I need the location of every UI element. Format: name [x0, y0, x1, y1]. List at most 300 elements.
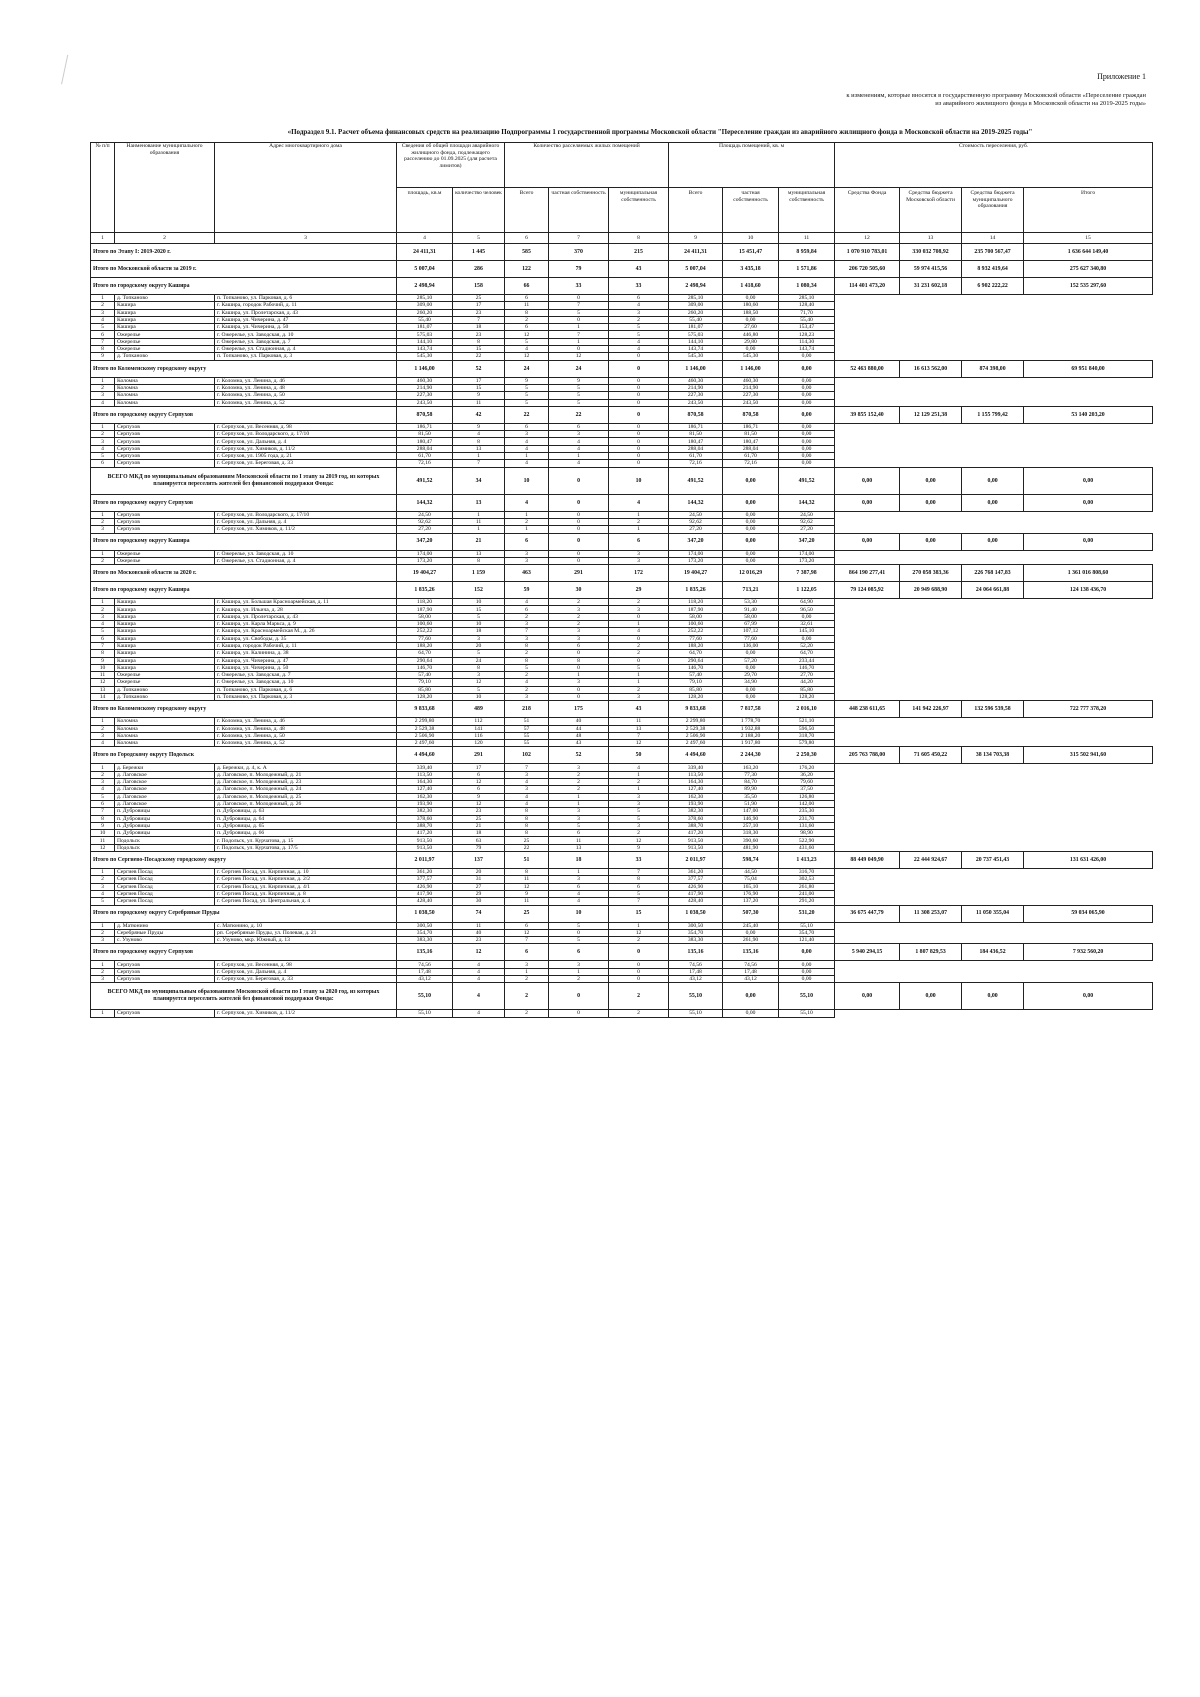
table-cell: д. Топканово	[115, 295, 215, 302]
subtotal-cell: 4	[505, 494, 549, 511]
table-cell: 40	[453, 929, 505, 936]
subtotal-cell: 21	[453, 533, 505, 550]
subtotal-cell: 370	[549, 244, 609, 261]
table-row	[91, 686, 1153, 693]
subtotal-label: Итого по Коломенскому городскому округу	[91, 360, 397, 377]
table-cell: 43,12	[397, 976, 453, 983]
table-cell: 64,90	[779, 599, 835, 606]
table-cell: 0,00	[779, 453, 835, 460]
table-cell: Серпухов	[115, 961, 215, 968]
table-cell: 4	[505, 438, 549, 445]
table-cell: Серпухов	[115, 526, 215, 533]
subtotal-label: ВСЕГО МКД по муниципальным образованиям Московской области по I этапу за 2019 год, из которых планируется переселить жителей без финансовой поддержки Фонда:	[91, 467, 397, 494]
table-cell: 72,16	[397, 460, 453, 467]
table-cell: 6	[91, 800, 115, 807]
table-cell: г. Серпухов, ул. Береговая, д. 33	[215, 460, 397, 467]
table-cell: 0	[609, 460, 669, 467]
column-index: 7	[549, 233, 609, 244]
empty-cost-cell	[835, 445, 1153, 452]
table-row	[91, 830, 1153, 837]
table-cell: 361,20	[669, 869, 723, 876]
table-cell: Кашира	[115, 599, 215, 606]
subtotal-cell: 66	[505, 278, 549, 295]
column-index: 8	[609, 233, 669, 244]
subtotal-cell: 36 675 447,79	[835, 905, 900, 922]
table-cell: 11	[453, 399, 505, 406]
subtotal-cell: 347,20	[669, 533, 723, 550]
table-cell: 8	[453, 338, 505, 345]
table-cell: 0,00	[723, 664, 779, 671]
subtotal-cell: 0	[549, 533, 609, 550]
subtotal-row	[91, 533, 1153, 550]
table-cell: 5	[505, 384, 549, 391]
table-cell: 0	[549, 929, 609, 936]
table-cell: 6	[505, 922, 549, 929]
table-cell: 27	[453, 883, 505, 890]
table-cell: 0,00	[723, 295, 779, 302]
table-cell: 214,90	[723, 384, 779, 391]
table-row	[91, 511, 1153, 518]
table-row	[91, 628, 1153, 635]
table-cell: г. Кашира, ул. Карла Маркса, д. 9	[215, 621, 397, 628]
table-cell: 388,70	[397, 822, 453, 829]
subtotal-cell: 1 080,34	[779, 278, 835, 295]
table-cell: 579,80	[779, 740, 835, 747]
table-cell: д. Матюнино	[115, 922, 215, 929]
subtotal-cell: 131 631 426,00	[1024, 852, 1153, 869]
table-cell: 0	[549, 526, 609, 533]
table-cell: 81,50	[669, 431, 723, 438]
table-cell: г. Кашира, городок Рабочий, д. 11	[215, 302, 397, 309]
table-cell: 1	[453, 453, 505, 460]
subtotal-cell: 34	[453, 467, 505, 494]
table-cell: п. Дубровицы, д. 65	[215, 822, 397, 829]
subtotal-cell: 1 361 016 808,60	[1024, 565, 1153, 582]
table-cell: 9	[505, 890, 549, 897]
table-row	[91, 346, 1153, 353]
table-cell: г. Коломна, ул. Ленина, д. 52	[215, 399, 397, 406]
subtotal-label: Итого по Коломенскому городскому округу	[91, 701, 397, 718]
table-cell: 291,20	[779, 898, 835, 905]
subtotal-cell: 0	[609, 406, 669, 423]
empty-cost-cell	[835, 869, 1153, 876]
table-cell: 9	[91, 353, 115, 360]
table-cell: 187,90	[669, 606, 723, 613]
table-cell: 261,80	[779, 883, 835, 890]
table-cell: 25	[505, 837, 549, 844]
subtotal-cell: 286	[453, 261, 505, 278]
subtotal-cell: 5 007,04	[397, 261, 453, 278]
empty-cost-cell	[835, 837, 1153, 844]
table-cell: 0	[549, 346, 609, 353]
table-cell: п. Топканово, ул. Парковая, д. 6	[215, 295, 397, 302]
table-cell: г. Сергиев Посад, ул. Кирпичная, д. 10	[215, 869, 397, 876]
subtotal-cell: 1 636 644 149,40	[1024, 244, 1153, 261]
table-cell: 2	[505, 613, 549, 620]
table-cell: 8	[505, 642, 549, 649]
table-cell: Серпухов	[115, 968, 215, 975]
table-cell: 300,50	[397, 922, 453, 929]
table-cell: 243,50	[669, 399, 723, 406]
table-cell: 8	[505, 869, 549, 876]
table-cell: д. Лаговское, п. Молодежный, д. 23	[215, 779, 397, 786]
subtotal-cell: 215	[609, 244, 669, 261]
column-index: 13	[900, 233, 962, 244]
table-cell: 4	[453, 1010, 505, 1017]
empty-cost-cell	[835, 800, 1153, 807]
subtotal-cell: 6	[609, 533, 669, 550]
subtotal-cell: 10	[549, 905, 609, 922]
column-index: 4	[397, 233, 453, 244]
subtotal-cell: 0,00	[962, 494, 1024, 511]
table-cell: 85,80	[669, 686, 723, 693]
table-cell: 55,10	[397, 1010, 453, 1017]
table-cell: 163,20	[723, 764, 779, 771]
table-row	[91, 976, 1153, 983]
table-cell: 0	[609, 453, 669, 460]
table-cell: 9	[549, 377, 609, 384]
table-cell: 180,47	[723, 438, 779, 445]
table-cell: 2	[505, 976, 549, 983]
table-cell: 186,71	[669, 423, 723, 430]
table-cell: г. Коломна, ул. Ленина, д. 50	[215, 392, 397, 399]
table-cell: Ожерелье	[115, 679, 215, 686]
table-cell: г. Серпухов, ул. 1905 года, д. 21	[215, 453, 397, 460]
table-cell: п. Дубровицы	[115, 815, 215, 822]
subtotal-cell: 870,58	[723, 406, 779, 423]
table-cell: 71,70	[779, 309, 835, 316]
table-cell: 0,00	[779, 431, 835, 438]
subtotal-cell: 448 238 611,65	[835, 701, 900, 718]
table-cell: 18	[453, 628, 505, 635]
table-cell: г. Кашира, ул. Чичерина, д. 47	[215, 657, 397, 664]
table-cell: 25	[453, 295, 505, 302]
table-cell: п. Дубровицы	[115, 822, 215, 829]
table-cell: 1	[505, 526, 549, 533]
table-cell: 2	[549, 613, 609, 620]
subtotal-cell: 59 034 065,90	[1024, 905, 1153, 922]
table-cell: 118,20	[669, 599, 723, 606]
empty-cost-cell	[835, 718, 1153, 725]
subtotal-cell: 0,00	[1024, 494, 1153, 511]
table-cell: 2	[549, 976, 609, 983]
subtotal-cell: 6	[505, 944, 549, 961]
table-row	[91, 771, 1153, 778]
table-cell: 4	[453, 968, 505, 975]
table-cell: 0,00	[779, 460, 835, 467]
subtotal-cell: 172	[609, 565, 669, 582]
subtotal-cell: 18	[549, 852, 609, 869]
table-cell: 7	[549, 331, 609, 338]
table-cell: г. Коломна, ул. Ленина, д. 46	[215, 377, 397, 384]
table-cell: 35,50	[723, 793, 779, 800]
table-row	[91, 460, 1153, 467]
table-cell: 3	[505, 550, 549, 557]
subtotal-cell: 0	[609, 944, 669, 961]
subtotal-cell: 7 387,98	[779, 565, 835, 582]
table-cell: 0	[609, 657, 669, 664]
table-cell: д. Лаговское, п. Молодежный, д. 25	[215, 793, 397, 800]
table-cell: 8	[91, 346, 115, 353]
table-cell: 57,40	[669, 672, 723, 679]
subtotal-row	[91, 852, 1153, 869]
table-cell: 261,90	[723, 937, 779, 944]
subtotal-label: Итого по городскому округу Серебряные Пруды	[91, 905, 397, 922]
table-cell: 1	[609, 511, 669, 518]
table-cell: 85,80	[397, 686, 453, 693]
table-row	[91, 779, 1153, 786]
subtotal-cell: 270 058 383,36	[900, 565, 962, 582]
table-cell: 6	[505, 606, 549, 613]
table-cell: Сергиев Посад	[115, 890, 215, 897]
table-row	[91, 937, 1153, 944]
subtotal-cell: 13	[453, 494, 505, 511]
table-cell: 12	[91, 844, 115, 851]
table-cell: 2 497,60	[397, 740, 453, 747]
table-cell: 0	[609, 377, 669, 384]
table-cell: 143,74	[669, 346, 723, 353]
table-cell: 8	[505, 657, 549, 664]
column-index: 9	[669, 233, 723, 244]
table-cell: 29,80	[723, 338, 779, 345]
subtotal-cell: 31 231 602,18	[900, 278, 962, 295]
table-cell: 7	[505, 628, 549, 635]
table-cell: 14	[91, 693, 115, 700]
table-cell: 100,60	[669, 621, 723, 628]
table-cell: 22	[453, 353, 505, 360]
table-cell: 6	[453, 771, 505, 778]
table-cell: Коломна	[115, 718, 215, 725]
subtotal-label: Итого по городскому округу Серпухов	[91, 406, 397, 423]
table-row	[91, 295, 1153, 302]
table-cell: 55,40	[669, 316, 723, 323]
table-row	[91, 423, 1153, 430]
table-row	[91, 672, 1153, 679]
table-cell: 188,20	[397, 642, 453, 649]
table-cell: 79,60	[779, 779, 835, 786]
table-cell: 3	[609, 550, 669, 557]
table-cell: 6	[549, 830, 609, 837]
table-cell: 3	[91, 779, 115, 786]
table-cell: п. Дубровицы, д. 63	[215, 808, 397, 815]
table-cell: 113,50	[397, 771, 453, 778]
table-cell: 5	[505, 392, 549, 399]
table-cell: 0,00	[779, 445, 835, 452]
subtotal-cell: 7 817,58	[723, 701, 779, 718]
subtotal-cell: 33	[549, 278, 609, 295]
table-cell: 4	[549, 438, 609, 445]
table-cell: 162,30	[397, 793, 453, 800]
table-cell: 4	[549, 460, 609, 467]
table-cell: 1	[91, 869, 115, 876]
empty-cost-cell	[835, 793, 1153, 800]
table-cell: 64,70	[779, 650, 835, 657]
header-municipal: муниципальная собственность	[779, 188, 835, 233]
table-cell: 0,00	[779, 392, 835, 399]
subtotal-cell: 507,30	[723, 905, 779, 922]
table-cell: 4	[505, 460, 549, 467]
table-cell: 3	[505, 635, 549, 642]
table-cell: 302,53	[779, 876, 835, 883]
subtotal-cell: 0,00	[900, 983, 962, 1010]
empty-cost-cell	[835, 650, 1153, 657]
subtotal-cell: 122	[505, 261, 549, 278]
table-cell: Серебряные Пруды	[115, 929, 215, 936]
table-cell: 2	[549, 771, 609, 778]
table-cell: 58,00	[397, 613, 453, 620]
table-cell: 1	[91, 377, 115, 384]
table-cell: Ожерелье	[115, 331, 215, 338]
subtotal-cell: 2 250,30	[779, 747, 835, 764]
table-cell: 3	[549, 876, 609, 883]
table-cell: 378,60	[669, 815, 723, 822]
subtotal-cell: 30	[549, 582, 609, 599]
subtotal-cell: 4 494,60	[669, 747, 723, 764]
table-cell: 5	[549, 392, 609, 399]
table-cell: 100,60	[397, 621, 453, 628]
table-cell: г. Кашира, ул. Чичерина, д. 50	[215, 664, 397, 671]
subtotal-cell: 1 413,23	[779, 852, 835, 869]
table-row	[91, 445, 1153, 452]
subtotal-cell: 1 445	[453, 244, 505, 261]
subtotal-label: ВСЕГО МКД по муниципальным образованиям Московской области по I этапу за 2020 год, из которых планируется переселить жителей без финансовой поддержки Фонда:	[91, 983, 397, 1010]
table-cell: 227,30	[669, 392, 723, 399]
table-cell: Коломна	[115, 740, 215, 747]
table-cell: 4	[609, 346, 669, 353]
table-cell: 17,48	[397, 968, 453, 975]
table-cell: 180,60	[723, 302, 779, 309]
table-cell: 0,00	[723, 550, 779, 557]
table-cell: 15	[453, 346, 505, 353]
subtotal-cell: 347,20	[779, 533, 835, 550]
table-cell: 285,10	[779, 295, 835, 302]
subtotal-cell: 491,52	[669, 467, 723, 494]
table-cell: 165,10	[723, 883, 779, 890]
table-cell: 27,70	[779, 672, 835, 679]
table-cell: г. Серпухов, ул. Дальняя, д. 4	[215, 968, 397, 975]
table-cell: 193,90	[397, 800, 453, 807]
table-cell: Подольск	[115, 837, 215, 844]
table-cell: г. Ожерелье, ул. Заводская, д. 7	[215, 672, 397, 679]
table-cell: 300,50	[669, 922, 723, 929]
table-cell: 9	[453, 793, 505, 800]
empty-cost-cell	[835, 511, 1153, 518]
table-row	[91, 929, 1153, 936]
subtotal-cell: 0,00	[962, 467, 1024, 494]
empty-cost-cell	[835, 808, 1153, 815]
empty-cost-cell	[835, 392, 1153, 399]
table-row	[91, 764, 1153, 771]
table-cell: г. Коломна, ул. Ленина, д. 46	[215, 718, 397, 725]
table-cell: 5	[549, 384, 609, 391]
table-cell: 3	[609, 309, 669, 316]
table-cell: 55,10	[779, 1010, 835, 1017]
subtotal-cell: 24 411,31	[397, 244, 453, 261]
table-cell: г. Кашира, ул. Чичерина, д. 47	[215, 316, 397, 323]
table-cell: 1 917,80	[723, 740, 779, 747]
table-cell: 4	[453, 976, 505, 983]
table-cell: 10	[91, 664, 115, 671]
table-cell: 12	[505, 353, 549, 360]
table-cell: д. Лаговское	[115, 793, 215, 800]
table-cell: 388,70	[669, 822, 723, 829]
table-cell: 2	[91, 557, 115, 564]
empty-cost-cell	[835, 346, 1153, 353]
table-cell: 55,40	[779, 316, 835, 323]
empty-cost-cell	[835, 822, 1153, 829]
subtotal-cell: 175	[549, 701, 609, 718]
table-cell: 417,90	[397, 890, 453, 897]
subtotal-cell: 0,00	[835, 983, 900, 1010]
table-row	[91, 392, 1153, 399]
table-row	[91, 822, 1153, 829]
table-cell: 6	[91, 635, 115, 642]
table-cell: 2	[609, 518, 669, 525]
table-cell: 145,10	[779, 628, 835, 635]
table-cell: 8	[91, 815, 115, 822]
table-cell: 354,70	[779, 929, 835, 936]
table-row	[91, 438, 1153, 445]
table-cell: 0	[549, 550, 609, 557]
subtotal-label: Итого по Московской области за 2020 г.	[91, 565, 397, 582]
table-cell: 0	[549, 511, 609, 518]
subtotal-cell: 235 700 567,47	[962, 244, 1024, 261]
table-cell: 0	[609, 976, 669, 983]
table-cell: Коломна	[115, 384, 215, 391]
subtotal-cell: 33	[609, 852, 669, 869]
subtotal-cell: 33	[609, 278, 669, 295]
subtotal-cell: 22 444 924,67	[900, 852, 962, 869]
subtotal-cell: 0,00	[900, 494, 962, 511]
subtotal-cell: 0,00	[723, 494, 779, 511]
empty-cost-cell	[835, 460, 1153, 467]
table-cell: 77,60	[723, 635, 779, 642]
table-cell: 10	[453, 599, 505, 606]
header-cost: Стоимость переселения, руб.	[835, 143, 1153, 188]
table-cell: 7	[453, 316, 505, 323]
subtotal-cell: 55,10	[397, 983, 453, 1010]
subtotal-cell: 2 498,94	[397, 278, 453, 295]
subtotal-cell: 15 451,47	[723, 244, 779, 261]
table-cell: 0,00	[779, 976, 835, 983]
table-row	[91, 961, 1153, 968]
table-cell: 9	[91, 822, 115, 829]
table-cell: 51,90	[723, 800, 779, 807]
empty-cost-cell	[835, 613, 1153, 620]
table-cell: 53,30	[723, 599, 779, 606]
table-cell: 1	[91, 1010, 115, 1017]
table-cell: 0,00	[723, 526, 779, 533]
subtotal-cell: 158	[453, 278, 505, 295]
empty-cost-cell	[835, 431, 1153, 438]
subtotal-label: Итого по городскому округу Кашира	[91, 533, 397, 550]
table-cell: 3	[505, 771, 549, 778]
table-cell: 92,62	[669, 518, 723, 525]
table-cell: Кашира	[115, 642, 215, 649]
table-cell: 61,70	[723, 453, 779, 460]
empty-cost-cell	[835, 621, 1153, 628]
table-cell: 13	[609, 725, 669, 732]
table-cell: Кашира	[115, 606, 215, 613]
subtotal-row	[91, 944, 1153, 961]
subtotal-cell: 12	[453, 944, 505, 961]
table-row	[91, 657, 1153, 664]
subtotal-cell: 585	[505, 244, 549, 261]
subtotal-cell: 50	[609, 747, 669, 764]
table-cell: 137,20	[723, 898, 779, 905]
subtotal-cell: 11 050 355,04	[962, 905, 1024, 922]
table-cell: 2	[609, 642, 669, 649]
